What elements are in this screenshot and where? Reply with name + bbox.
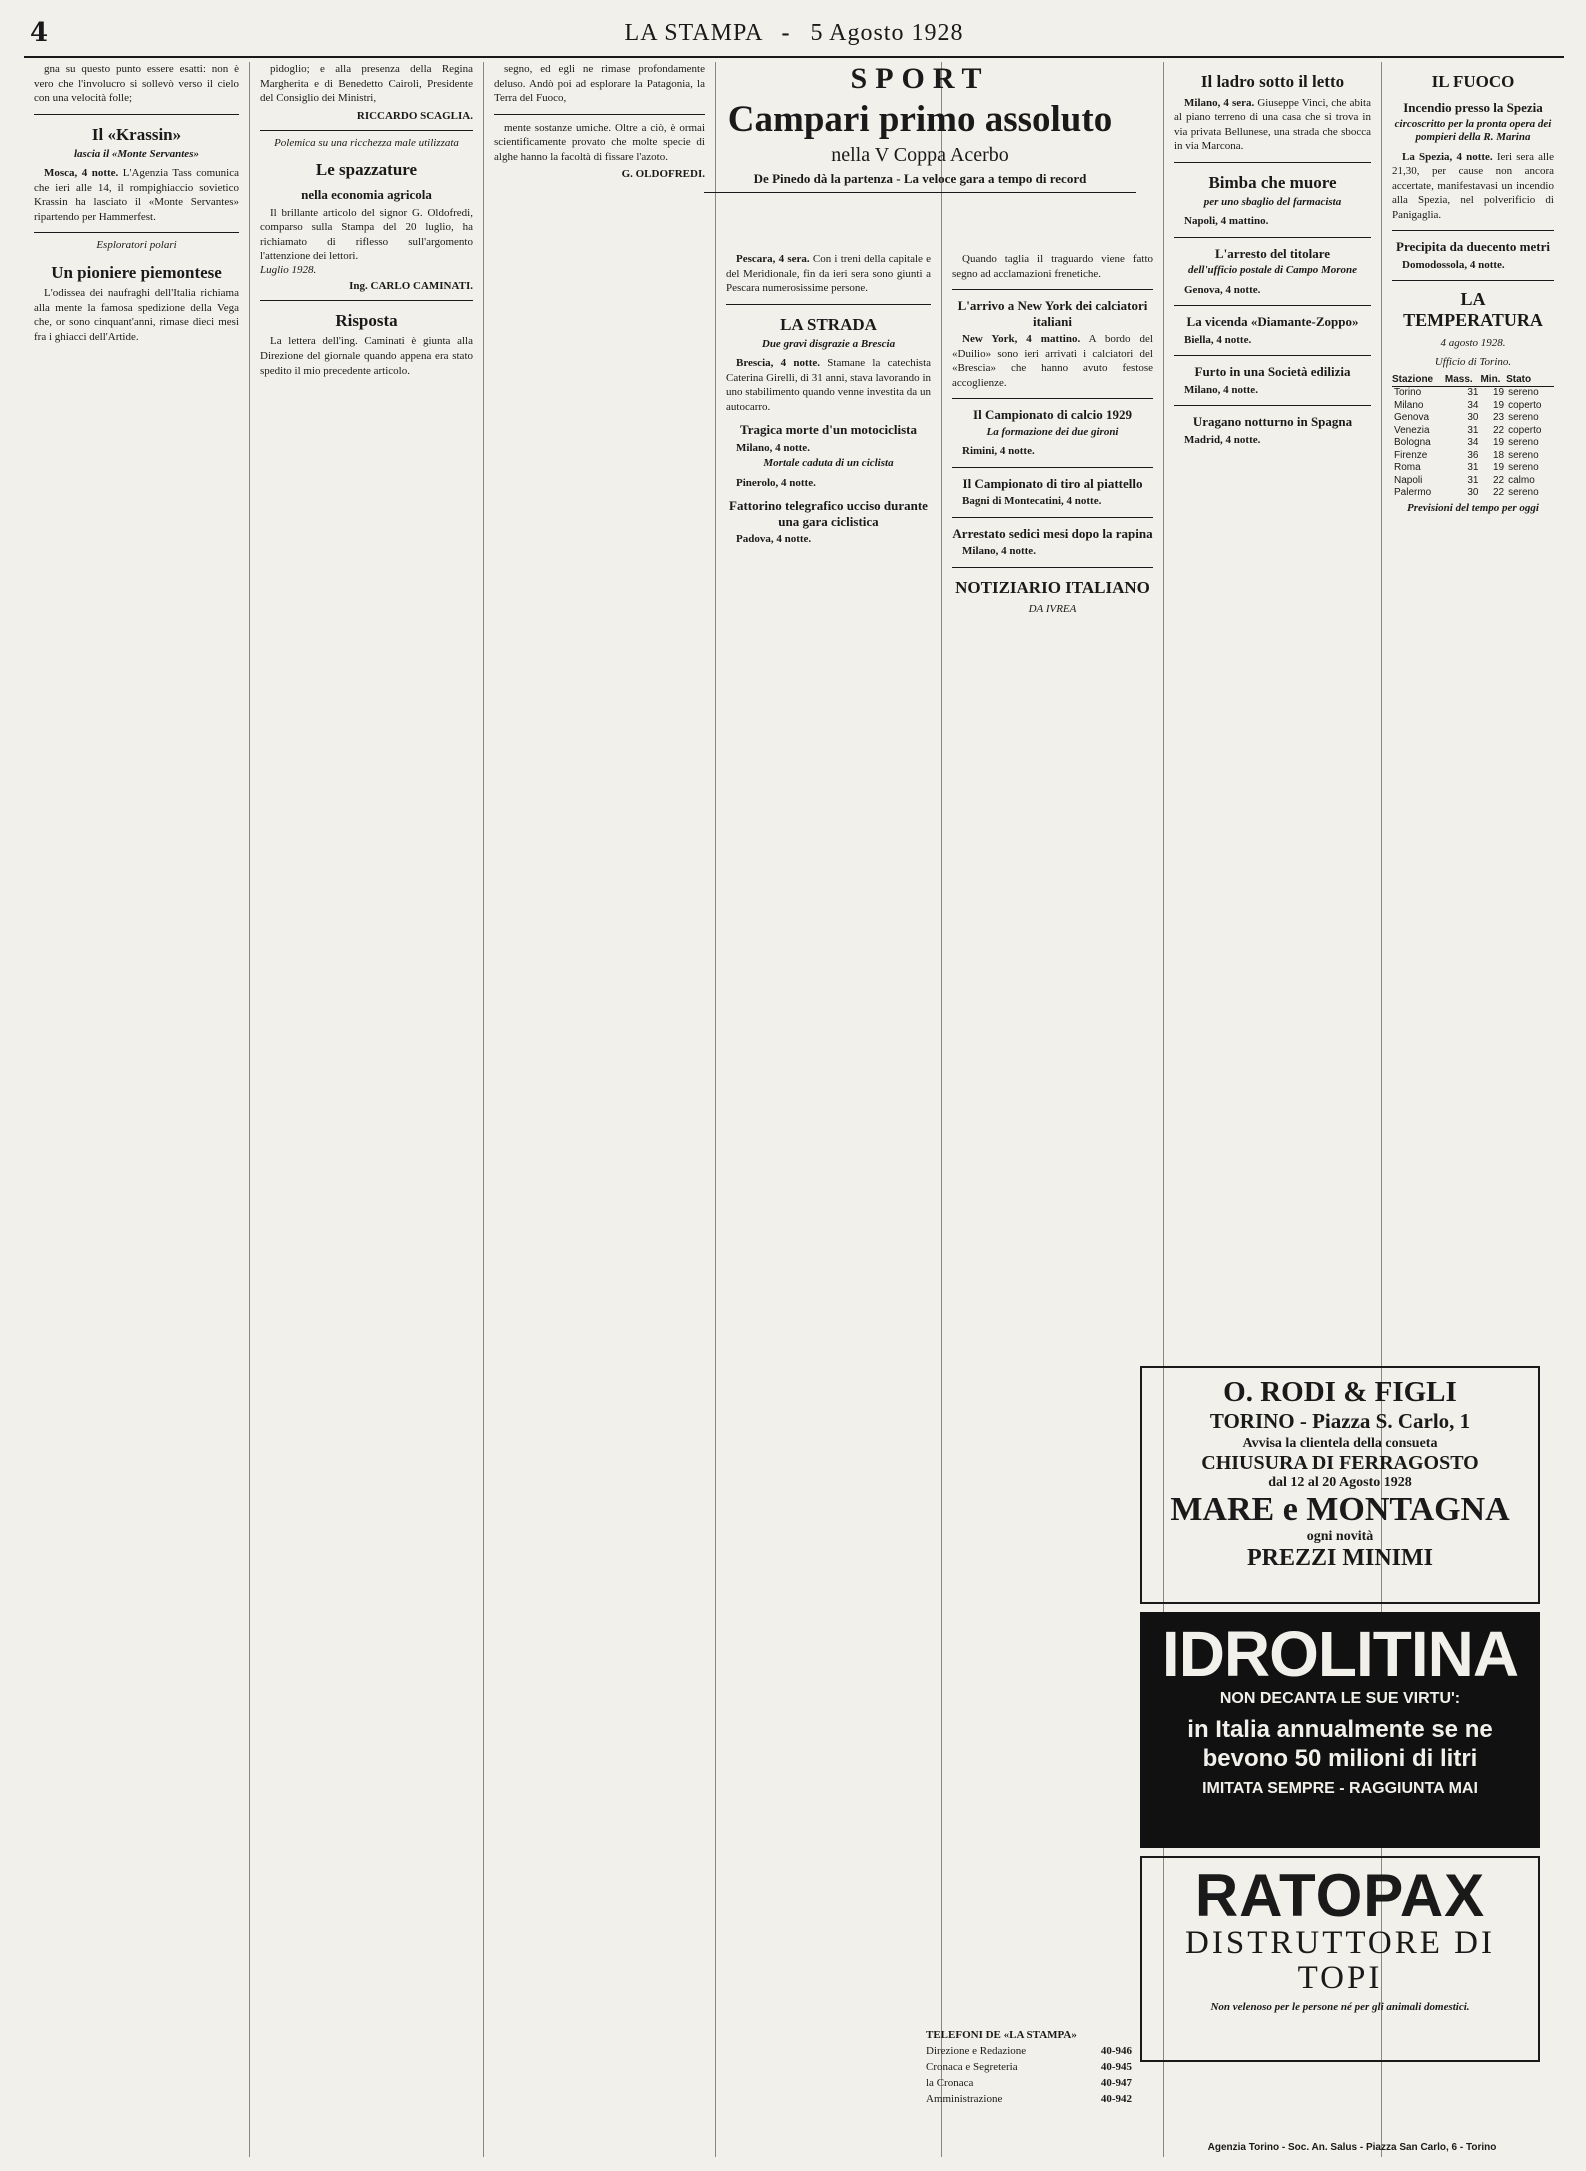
weather-row — [1392, 437, 1554, 450]
headline-spazzature: Le spazzature — [315, 159, 418, 179]
telephone-number: 40-946 — [1100, 2044, 1132, 2057]
subhead-campionato: La formazione dei due gironi — [986, 425, 1119, 438]
subhead-krassin: lascia il «Monte Servantes» — [74, 148, 199, 161]
byline: G. OLDOFREDI. — [621, 168, 705, 181]
article-text: Con i treni della capitale e del Meridionale, fin da ieri sera sono giunti a Pescara numerosissime persone. — [726, 253, 931, 295]
dateline: Biella, 4 notte. — [1184, 333, 1252, 346]
article-fattorino — [726, 532, 931, 547]
advert-slogan: IMITATA SEMPRE - RAGGIUNTA MAI — [1202, 1779, 1478, 1797]
advert-rodi — [1140, 1366, 1540, 1604]
headline-newyork: L'arrivo a New York dei calciatori italiani — [957, 298, 1148, 329]
article-text: Giuseppe Vinci, che abita al piano terreno di una casa che si trova in via privata Bellunese, una strada che sbocca in via Marcona. — [1174, 96, 1371, 153]
telephone-entry — [926, 2044, 1132, 2060]
weather-cell: Palermo — [1394, 487, 1432, 499]
deck-coppa-acerbo: De Pinedo dà la partenza - La veloce gara a tempo di record — [704, 171, 1136, 194]
headline-pioniere: Un pioniere piemontese — [51, 262, 222, 282]
telephone-entry — [926, 2076, 1132, 2092]
weather-cell: coperto — [1508, 424, 1542, 436]
divider — [952, 398, 1153, 399]
article-continued-text: Quando taglia il traguardo viene fatto segno ad acclamazioni frenetiche. — [952, 253, 1153, 280]
article-newyork — [952, 332, 1153, 390]
headline-notiziario: NOTIZIARIO ITALIANO — [955, 577, 1150, 597]
weather-cell: 19 — [1492, 399, 1505, 411]
masthead — [24, 14, 1564, 58]
article-pioniere: L'odissea dei naufraghi dell'Italia richiama alla mente la famosa spedizione della Vega che, or sono cinquant'anni, rimase dieci mesi fra i ghiacci dell'Artide. — [34, 287, 239, 343]
weather-cell: 31 — [1467, 462, 1479, 474]
divider — [952, 467, 1153, 468]
divider — [952, 289, 1153, 290]
telephone-entry — [926, 2092, 1132, 2108]
advert-ratopax — [1140, 1856, 1540, 2062]
weather-cell: sereno — [1508, 449, 1539, 461]
article-bimba — [1174, 214, 1371, 229]
dateline: Bagni di Montecatini, 4 notte. — [962, 495, 1102, 508]
article-text: A bordo del «Duilio» sono ieri arrivati i calciatori del «Brescia» che hanno avuto festose accoglienze. — [952, 333, 1153, 389]
telephone-box — [918, 2028, 1140, 2108]
weather-cell: Genova — [1394, 412, 1430, 424]
article-continued-text: mente sostanze umiche. Oltre a ciò, è ormai scientificamente provato che molte specie di alghe hanno la facoltà di fissare l'azoto. — [494, 121, 705, 163]
weather-cell: 22 — [1492, 487, 1505, 499]
weather-row — [1392, 400, 1554, 413]
weather-cell: Firenze — [1394, 449, 1428, 461]
dateline: Napoli, 4 mattino. — [1184, 215, 1269, 228]
article-continued-text: pidoglio; e alla presenza della Regina Margherita e di Benedetto Cairoli, Presidente del Consiglio dei Ministri, — [260, 63, 473, 105]
weather-cell: Torino — [1394, 387, 1422, 399]
section-label: Esploratori polari — [96, 239, 177, 252]
advert-brand: RATOPAX — [1194, 1862, 1486, 1929]
headline-arresto: L'arresto del titolare — [1214, 245, 1331, 261]
divider — [952, 517, 1153, 518]
divider — [1174, 355, 1371, 356]
article-tiro — [952, 494, 1153, 509]
subhead-strada: Due gravi disgrazie a Brescia — [761, 338, 896, 351]
dateline: Domodossola, 4 notte. — [1402, 258, 1505, 271]
subhead-bimba: per uno sbaglio del farmacista — [1203, 196, 1342, 209]
article-uragano — [1174, 433, 1371, 448]
weather-table — [1392, 374, 1554, 500]
telephone-label: Amministrazione — [926, 2092, 1003, 2105]
weather-column-header: Mass. — [1445, 374, 1481, 387]
article-text: Stamane la catechista Caterina Girelli, di 31 anni, stava lavorando in uno stabilimento quando venne investita da un autocarro. — [726, 357, 932, 413]
article-tragica — [726, 441, 931, 456]
advert-brand: IDROLITINA — [1161, 1618, 1519, 1690]
divider — [1392, 280, 1554, 281]
weather-table-body — [1392, 387, 1554, 500]
divider — [1174, 305, 1371, 306]
advert-company: O. RODI & FIGLI — [1223, 1376, 1457, 1408]
weather-cell: sereno — [1508, 437, 1539, 449]
dateline: Milano, 4 notte. — [736, 441, 810, 454]
telephone-title: TELEFONI DE «LA STAMPA» — [926, 2029, 1077, 2041]
divider — [952, 567, 1153, 568]
headline-furto: Furto in una Società edilizia — [1194, 364, 1351, 380]
dateline: Brescia, 4 notte. — [736, 357, 820, 370]
weather-cell: 18 — [1492, 449, 1505, 461]
deck-fuoco: circoscritto per la pronta opera dei pompieri della R. Marina — [1394, 118, 1552, 144]
weather-row — [1392, 450, 1554, 463]
advert-dates: dal 12 al 20 Agosto 1928 — [1268, 1475, 1412, 1490]
weather-row — [1392, 425, 1554, 438]
headline-krassin: Il «Krassin» — [91, 124, 182, 144]
weather-cell: 19 — [1492, 437, 1505, 449]
dateline: Milano, 4 sera. — [1184, 96, 1255, 109]
article-text: L'Agenzia Tass comunica che ieri alle 14, il rompighiaccio sovietico Krassin ha lasciato il «Monte Servantes» ripartendo per Hammerfest. — [34, 167, 239, 223]
dateline: Milano, 4 notte. — [1184, 383, 1258, 396]
subhead-fuoco: Incendio presso la Spezia — [1403, 99, 1543, 115]
weather-cell: sereno — [1508, 487, 1539, 499]
article-furto — [1174, 383, 1371, 398]
article-risposta: La lettera dell'ing. Caminati è giunta alla Direzione del giornale quando appena era stato spedito il mio precedente articolo. — [260, 335, 473, 377]
subhead-notiziario: DA IVREA — [1028, 603, 1077, 616]
weather-row — [1392, 462, 1554, 475]
weather-cell: Venezia — [1394, 424, 1430, 436]
headline-ciclista: Mortale caduta di un ciclista — [763, 457, 894, 470]
advert-novelty: ogni novità — [1306, 1529, 1374, 1544]
newspaper-title: LA STAMPA - 5 Agosto 1928 — [624, 20, 964, 46]
article-text: Ieri sera alle 21,30, per cause non ancora accertate, manifestavasi un incendio alla Spezia, nel polverificio di Panigaglia. — [1392, 150, 1554, 221]
telephone-number: 40-942 — [1100, 2092, 1132, 2105]
advert-goods: MARE e MONTAGNA — [1170, 1491, 1510, 1528]
issue-date: 5 Agosto 1928 — [810, 20, 964, 46]
dateline: La Spezia, 4 notte. — [1402, 150, 1493, 163]
telephone-label: Direzione e Redazione — [926, 2044, 1027, 2057]
weather-row — [1392, 487, 1554, 500]
weather-cell: 22 — [1492, 474, 1505, 486]
weather-cell: Napoli — [1394, 474, 1423, 486]
headline-previsioni: Previsioni del tempo per oggi — [1407, 501, 1539, 514]
headline-arrestato: Arrestato sedici mesi dopo la rapina — [952, 525, 1153, 541]
weather-cell: Milano — [1394, 399, 1424, 411]
weather-cell: 23 — [1492, 412, 1505, 424]
dateline: Madrid, 4 notte. — [1184, 433, 1261, 446]
headline-tragica: Tragica morte d'un motociclista — [739, 422, 918, 438]
weather-cell: 31 — [1467, 474, 1479, 486]
byline: Ing. CARLO CAMINATI. — [349, 279, 473, 292]
article-strada — [726, 356, 931, 414]
column-2 — [250, 62, 484, 2157]
column-4 — [716, 62, 942, 2157]
weather-table-header — [1392, 374, 1554, 387]
weather-column-header: Stato — [1506, 374, 1554, 387]
weather-cell: 34 — [1467, 399, 1479, 411]
headline-campari: Campari primo assoluto — [727, 99, 1113, 140]
article-fuoco — [1392, 150, 1554, 223]
article-continued-text: gna su questo punto essere esatti: non è vero che l'involucro si sollevò verso il cielo con una velocità folle; — [34, 63, 239, 105]
article-spazzature: Il brillante articolo del signor G. Oldofredi, comparso sulla Stampa del 20 luglio, ha richiamato di riflesso sull'argomento l'attenzione dei lettori. — [260, 206, 473, 263]
headline-strada: LA STRADA — [780, 314, 877, 334]
telephone-number: 40-947 — [1100, 2076, 1132, 2089]
divider — [1174, 162, 1371, 163]
weather-title: LA TEMPERATURA — [1403, 289, 1543, 331]
advert-tagline: DISTRUTTORE DI TOPI — [1185, 1925, 1495, 1996]
dateline: Mosca, 4 notte. — [44, 167, 119, 180]
dateline: Milano, 4 notte. — [962, 545, 1036, 558]
telephone-entry — [926, 2060, 1132, 2076]
article-precipita — [1392, 258, 1554, 273]
article-krassin — [34, 166, 239, 224]
dateline: Pescara, 4 sera. — [736, 253, 810, 265]
advert-note: Non velenoso per le persone né per gli animali domestici. — [1210, 2001, 1470, 2014]
headline-precipita: Precipita da duecento metri — [1396, 239, 1550, 255]
section-title-sport: SPORT — [850, 62, 990, 95]
column-3 — [484, 62, 716, 2157]
dateline: Genova, 4 notte. — [1184, 283, 1261, 296]
subhead-spazzature: nella economia agricola — [301, 187, 432, 203]
weather-cell: 31 — [1467, 387, 1479, 399]
advert-notice: Avvisa la clientela della consueta — [1242, 1436, 1438, 1451]
weather-cell: 30 — [1467, 412, 1479, 424]
article-ladro — [1174, 96, 1371, 154]
article-vicenda — [1174, 333, 1371, 348]
weather-cell: 34 — [1467, 437, 1479, 449]
weather-cell: 19 — [1492, 462, 1505, 474]
headline-vicenda: La vicenda «Diamante-Zoppo» — [1186, 314, 1359, 330]
article-ciclista — [726, 476, 931, 491]
advert-claim: in Italia annualmente se ne bevono 50 milioni di litri — [1187, 1716, 1493, 1772]
dateline: New York, 4 mattino. — [962, 333, 1081, 346]
column-5 — [942, 62, 1164, 2157]
article-campionato — [952, 444, 1153, 459]
advertising-agency-footer: Agenzia Torino - Soc. An. Salus - Piazza San Carlo, 6 - Torino — [1207, 2142, 1497, 2153]
article-arresto — [1174, 283, 1371, 298]
sport-banner — [704, 62, 1136, 193]
divider — [260, 300, 473, 301]
advert-address: TORINO - Piazza S. Carlo, 1 — [1209, 1409, 1471, 1433]
weather-cell: calmo — [1508, 474, 1535, 486]
section-label: Polemica su una ricchezza male utilizzata — [274, 136, 459, 149]
weather-row — [1392, 412, 1554, 425]
weather-cell: 36 — [1467, 449, 1479, 461]
divider — [34, 232, 239, 233]
newspaper-name: LA STAMPA — [624, 20, 764, 46]
weather-row — [1392, 387, 1554, 400]
divider — [260, 130, 473, 131]
weather-cell: sereno — [1508, 462, 1539, 474]
headline-bimba: Bimba che muore — [1208, 172, 1337, 192]
weather-column-header: Stazione — [1392, 374, 1445, 387]
telephone-label: la Cronaca — [926, 2076, 974, 2089]
article-continued-text: segno, ed egli ne rimase profondamente deluso. Andò poi ad esplorare la Patagonia, la Terra del Fuoco, — [494, 63, 705, 105]
divider — [1392, 230, 1554, 231]
weather-row — [1392, 475, 1554, 488]
weather-date: 4 agosto 1928. — [1440, 337, 1506, 350]
dateline: Padova, 4 notte. — [736, 533, 812, 546]
weather-cell: coperto — [1508, 399, 1542, 411]
column-1 — [24, 62, 250, 2157]
headline-uragano: Uragano notturno in Spagna — [1192, 414, 1353, 430]
weather-cell: 30 — [1467, 487, 1479, 499]
weather-cell: 19 — [1492, 387, 1505, 399]
weather-cell: sereno — [1508, 387, 1539, 399]
advert-closure: CHIUSURA DI FERRAGOSTO — [1201, 1452, 1479, 1474]
article-sport — [726, 252, 931, 296]
telephone-label: Cronaca e Segreteria — [926, 2060, 1018, 2073]
weather-cell: 22 — [1492, 424, 1505, 436]
dateline: Rimini, 4 notte. — [962, 445, 1035, 458]
weather-column-header: Min. — [1480, 374, 1506, 387]
headline-ladro: Il ladro sotto il letto — [1200, 72, 1345, 91]
article-arrestato — [952, 544, 1153, 559]
subhead-arresto: dell'ufficio postale di Campo Morone — [1187, 264, 1358, 277]
weather-cell: 31 — [1467, 424, 1479, 436]
byline: RICCARDO SCAGLIA. — [356, 109, 473, 122]
divider — [726, 304, 931, 305]
weather-cell: Roma — [1394, 462, 1421, 474]
advert-idrolitina — [1140, 1612, 1540, 1848]
divider — [1174, 237, 1371, 238]
page-number: 4 — [30, 18, 49, 48]
headline-campionato: Il Campionato di calcio 1929 — [973, 407, 1132, 423]
telephone-list — [926, 2044, 1132, 2108]
article-date: Luglio 1928. — [260, 263, 317, 276]
headline-fuoco: IL FUOCO — [1431, 72, 1515, 91]
telephone-number: 40-945 — [1100, 2060, 1132, 2073]
weather-office: Ufficio di Torino. — [1434, 356, 1512, 369]
headline-fattorino: Fattorino telegrafico ucciso durante una gara ciclistica — [729, 498, 928, 529]
divider — [1174, 405, 1371, 406]
headline-tiro: Il Campionato di tiro al piattello — [962, 475, 1143, 491]
subhead-coppa-acerbo: nella V Coppa Acerbo — [831, 143, 1009, 166]
weather-cell: sereno — [1508, 412, 1539, 424]
headline-risposta: Risposta — [335, 310, 398, 330]
divider — [34, 114, 239, 115]
advert-prices: PREZZI MINIMI — [1246, 1545, 1433, 1571]
advert-tagline: NON DECANTA LE SUE VIRTU': — [1219, 1690, 1461, 1707]
weather-cell: Bologna — [1394, 437, 1431, 449]
dateline: Pinerolo, 4 notte. — [736, 476, 816, 489]
divider — [494, 114, 705, 115]
